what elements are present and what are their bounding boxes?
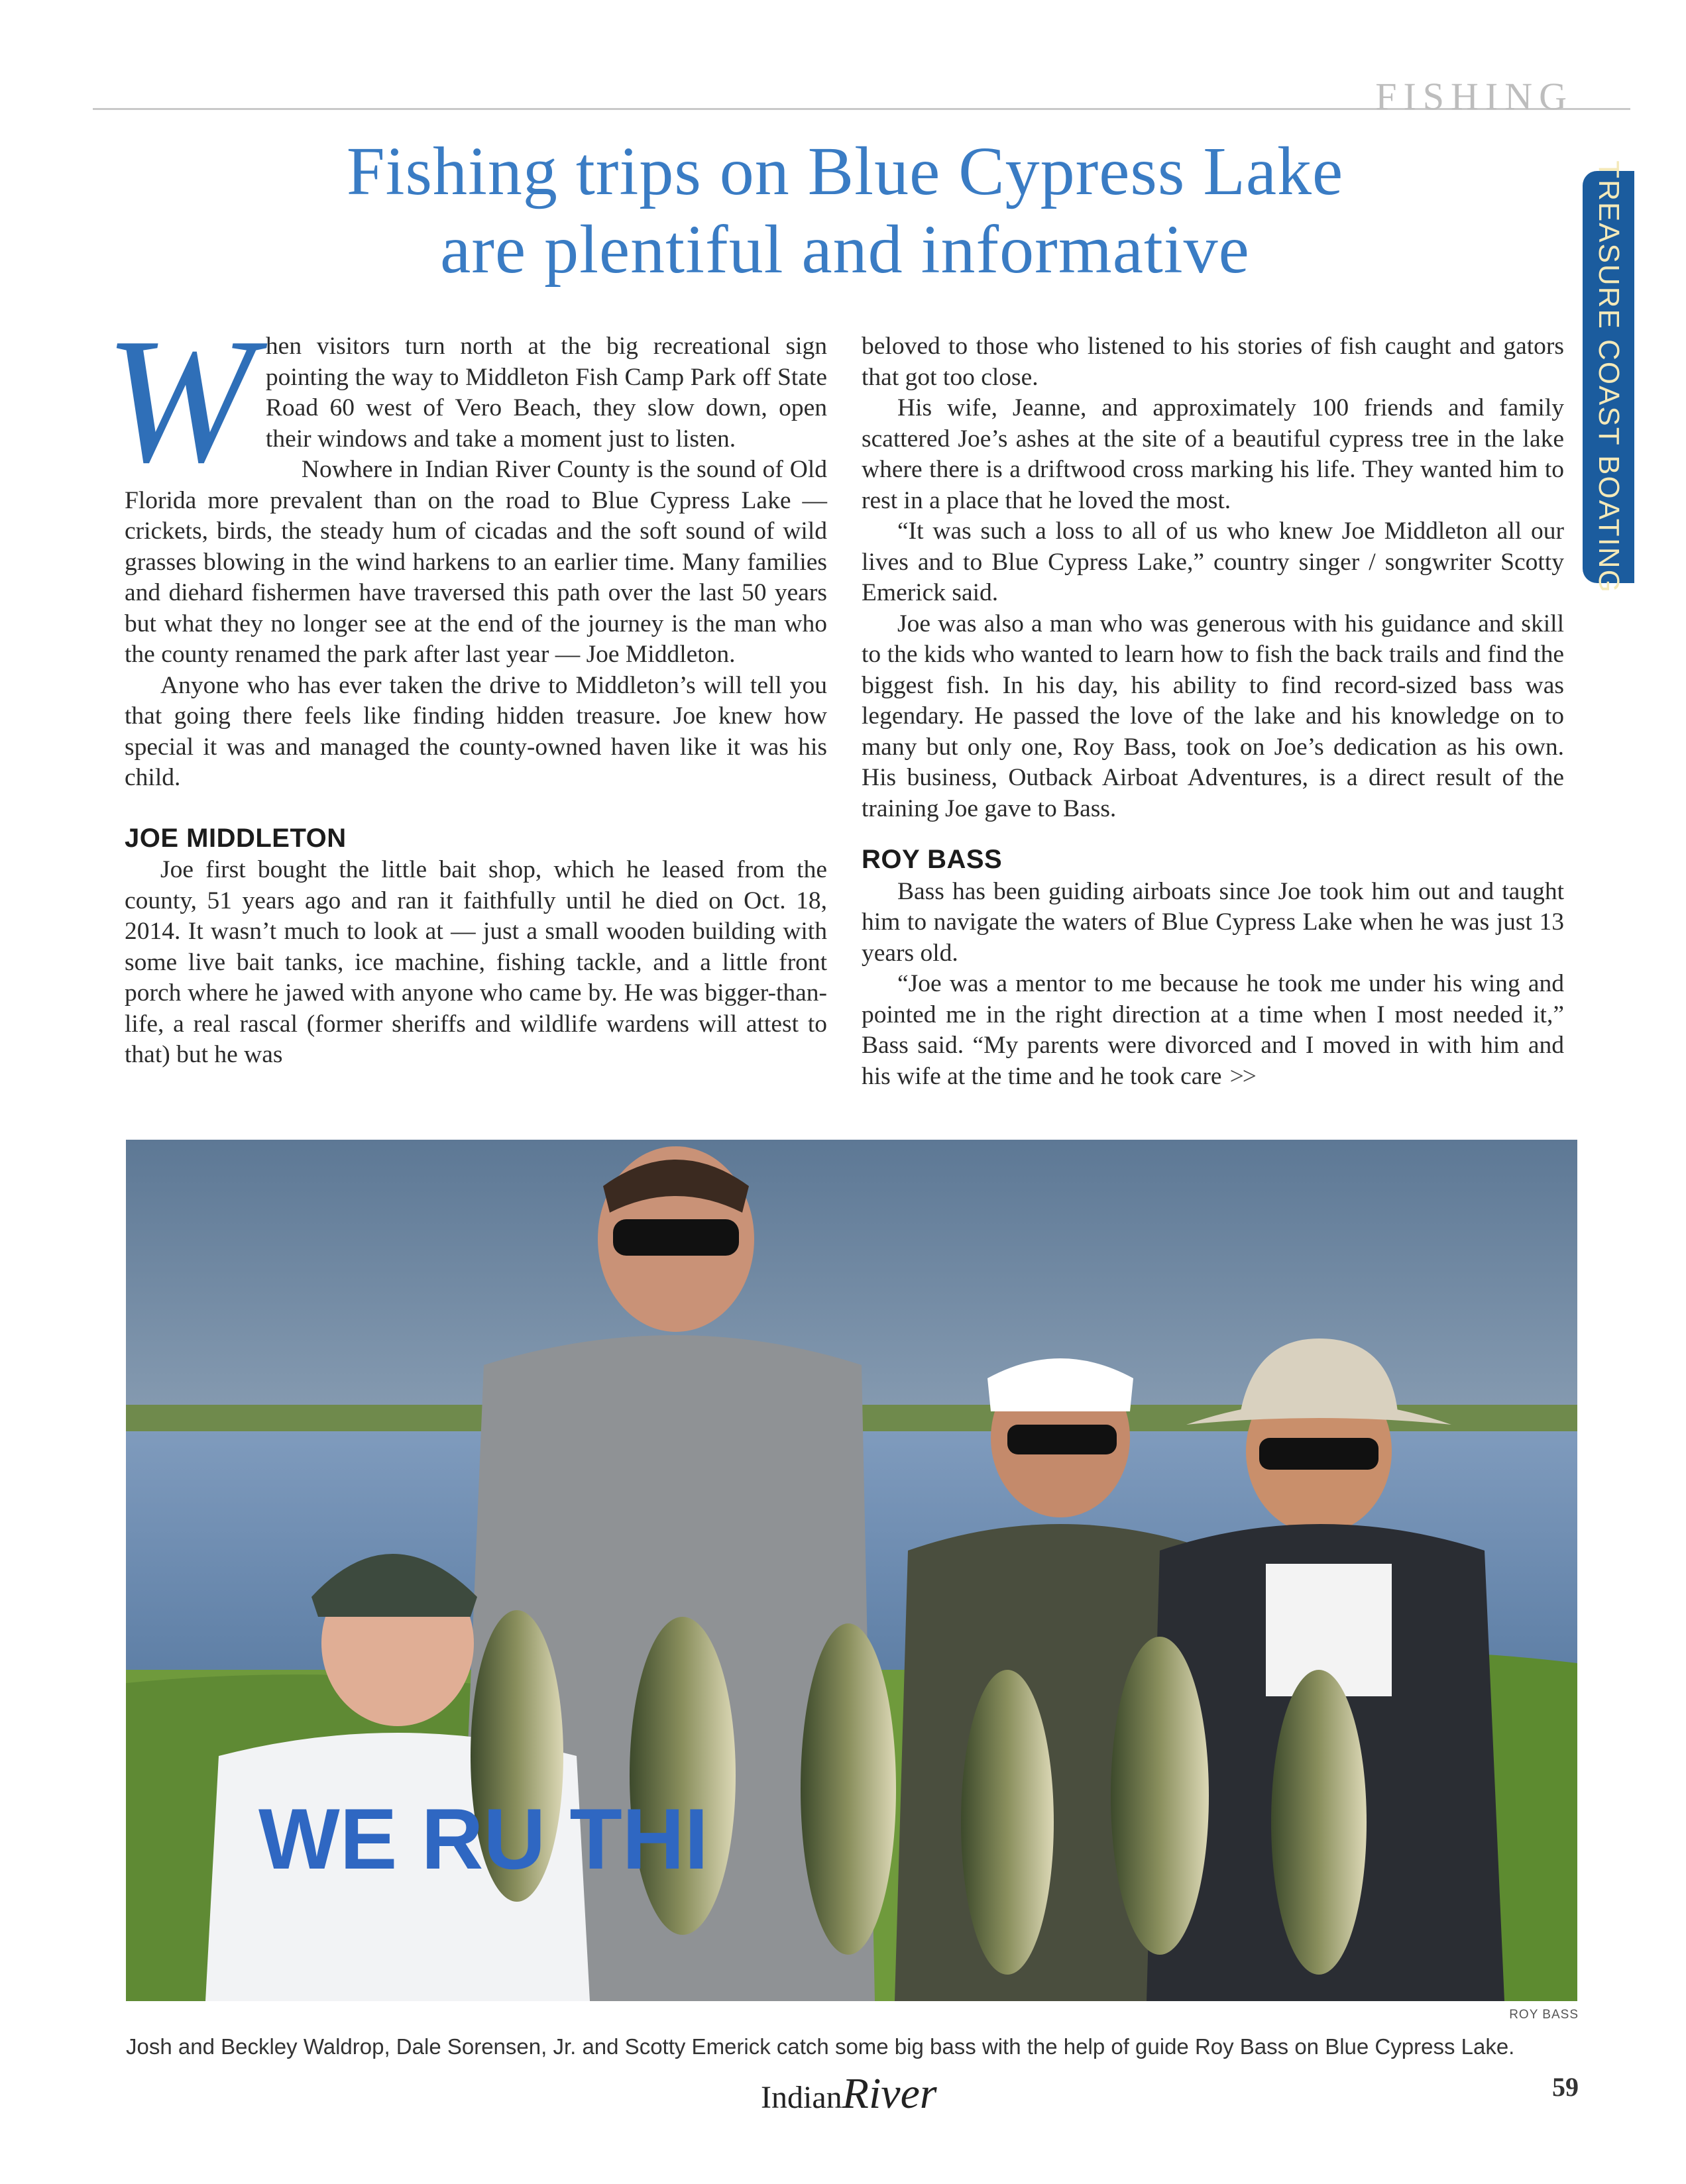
magazine-logo [761,2069,937,2119]
subhead-roy-bass: ROY BASS [862,845,1003,874]
paragraph-text: “Joe was a mentor to me because he took me under his wing and pointed me in the right direction at a time when I most needed it,” Bass said. “My parents were divorced and I moved in with him and his wife at the time and he took care [862,970,1564,1090]
subhead-joe-middleton: JOE MIDDLETON [125,823,347,853]
article-title-line-2: are plentiful and informative [440,211,1250,288]
left-column [105,301,827,1071]
paragraph: His wife, Jeanne, and approximately 100 friends and family scattered Joe’s ashes at the site of a beautiful cypress tree in the lake where there is a driftwood cross marking his life. They wanted him to rest in a place that he loved the most. [862,394,1564,514]
paragraph: beloved to those who listened to his stories of fish caught and gators that got too close. [862,333,1564,391]
paragraph: Joe was also a man who was generous with his guidance and skill to the kids who wanted to learn how to fish the back trails and find the biggest fish. In his day, his ability to find record-sized bass was legendary. He passed the love of the lake and his knowledge on to many but only one, Roy Bass, took on Joe’s dedication as his own. His business, Outback Airboat Adventures, is a direct result of the training Joe gave to Bass. [862,610,1564,822]
paragraph: “It was such a loss to all of us who knew Joe Middleton all our lives and to Blue Cypress Lake,” country singer / songwriter Scotty Emerick said. [862,518,1564,606]
side-tab-label: TREASURE COAST BOATING [1593,160,1625,594]
photo-caption: Josh and Beckley Waldrop, Dale Sorensen, Jr. and Scotty Emerick catch some big bass with the help of guide Roy Bass on Blue Cypress Lake. [126,2034,1515,2059]
article-title-line-1: Fishing trips on Blue Cypress Lake [346,133,1344,209]
paragraph: Joe first bought the little bait shop, which he leased from the county, 51 years ago and ran it faithfully until he died on Oct. 18, 2014. It wasn’t much to look at — just a small wooden building with some live bait tanks, ice machine, fishing tackle, and a little front porch where he jawed with anyone who came by. He was bigger-than-life, a real rascal (former sheriffs and wildlife wardens will attest to that) but he was [125,856,827,1068]
magazine-logo-part1: Indian [761,2080,842,2115]
paragraph: Anyone who has ever taken the drive to Middleton’s will tell you that going there feels like finding hidden treasure. Joe knew how special it was and managed the county-owned haven like it was his child. [125,671,827,791]
section-label: FISHING [1375,75,1573,118]
fishing-photo-illustration [126,1140,1577,2001]
article-photo [126,1140,1577,2001]
magazine-logo-part2: River [842,2069,937,2118]
paragraph: Bass has been guiding airboats since Joe took him out and taught him to navigate the waters of Blue Cypress Lake when he was just 13 years old. [862,877,1564,967]
shirt-text: WE RU THI [258,1790,708,1887]
paragraph: Nowhere in Indian River County is the sound of Old Florida more prevalent than on the road to Blue Cypress Lake — crickets, birds, the steady hum of cicadas and the soft sound of wild grasses blowing in the wind harkens to an earlier time. Many families and diehard fishermen have traversed this path over the last 50 years but what they no longer see at the end of the journey is the man who the county renamed the park after last year — Joe Middleton. [125,456,827,668]
page-number: 59 [1552,2072,1579,2102]
continued-arrow-icon: >> [1229,1062,1255,1090]
paragraph [862,969,1564,1092]
drop-cap: W [105,301,254,500]
intro-text: hen visitors turn north at the big recreational sign pointing the way to Middleton Fish Camp Park off State Road 60 west of Vero Beach, they slow down, open their windows and take a moment just to listen. [265,333,827,453]
intro-paragraph [105,301,827,500]
photo-credit: ROY BASS [1509,2008,1579,2022]
right-column [862,331,1564,1092]
article-title [99,133,1591,288]
